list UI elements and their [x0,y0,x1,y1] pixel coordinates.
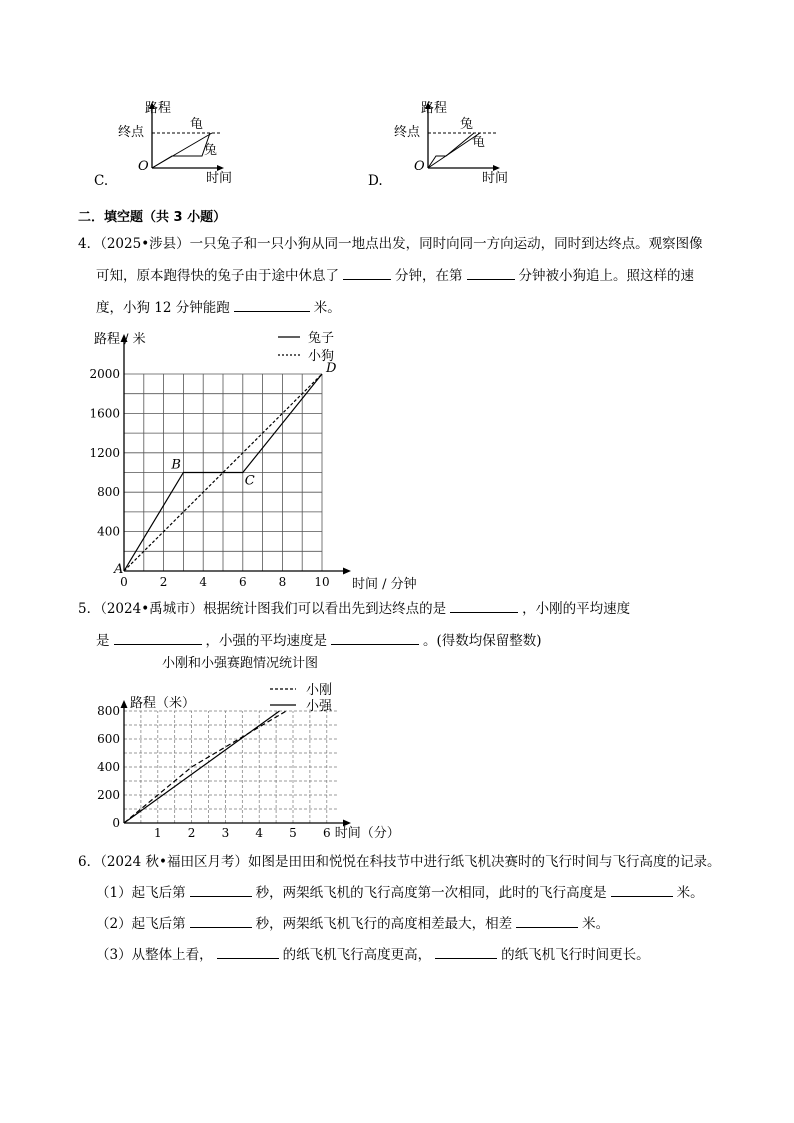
y-axis-arrow [121,700,128,708]
y-tick-label: 400 [97,760,120,774]
legend-label: 小强 [306,699,333,714]
q4-line3 [96,299,341,317]
axis-y-label: 路程 [421,101,448,116]
x-tick-label: 6 [322,826,331,840]
q6-text: （2）起飞后第 [96,916,186,932]
answer-blank[interactable] [190,915,252,928]
option-letter: C. [94,173,109,189]
q4-text: 分钟，在第 [395,268,463,284]
q6-text: 的纸飞机飞行时间更长。 [501,947,650,963]
q6-text: 米。 [582,916,610,932]
y-tick-label: 400 [97,524,120,539]
q4-text: 度，小狗 12 分钟能跑 [96,300,230,316]
y-tick-label: 800 [97,485,120,500]
q4-text: 米。 [313,300,341,316]
axis-x-label: 时间 [206,171,233,186]
q6-text: 米。 [676,885,704,901]
y-tick-label: 800 [97,704,120,718]
x-tick-label: 8 [278,575,287,589]
rabbit-dog-chart [88,325,418,590]
option-c [90,100,260,192]
axis-x-label: 时间 [482,171,509,186]
x-tick-label: 3 [221,826,230,840]
x-tick-label: 0 [120,575,128,589]
q6-text: （1）起飞后第 [96,885,186,901]
answer-blank[interactable] [190,884,252,897]
end-label: 终点 [394,125,421,140]
series-label-lower: 兔 [204,143,218,158]
y-tick-label: 200 [97,788,120,802]
point-label: B [171,457,181,473]
x-tick-label: 5 [289,826,297,840]
answer-blank[interactable] [450,600,518,613]
option-d-graph [366,100,536,192]
q5-line2 [96,632,542,650]
x-tick-label: 2 [159,575,168,589]
q4-line2 [96,267,694,285]
answer-blank[interactable] [435,946,497,959]
x-tick-label: 4 [255,826,264,840]
x-axis-label: 时间 / 分钟 [352,577,417,592]
y-tick-label: 600 [97,732,120,746]
origin-label: O [138,159,149,174]
race-chart [90,655,400,845]
q6-sub2 [96,915,609,933]
option-c-graph [90,100,260,192]
y-tick-label: 2000 [89,367,120,381]
section-title: 二．填空题（共 3 小题） [78,210,227,225]
q6-sub1 [96,884,704,902]
answer-blank[interactable] [234,299,310,312]
q6-text: 秒，两架纸飞机飞行的高度相差最大，相差 [255,916,513,932]
answer-blank[interactable] [217,946,279,959]
legend-label: 小狗 [308,349,335,364]
point-label: D [326,361,337,376]
series-label-upper: 兔 [460,117,474,132]
x-tick-label: 6 [238,575,247,589]
answer-blank[interactable] [516,915,578,928]
q4-line1: 4．（2025•涉县）一只兔子和一只小狗从同一地点出发，同时向同一方向运动，同时到达终点。观察图像 [78,236,703,252]
q6-line1: 6．（2024 秋•福田区月考）如图是田田和悦悦在科技节中进行纸飞机决赛时的飞行时间与飞行高度的记录。 [78,854,721,870]
q5-text: 是 [96,633,110,649]
q4-text: 分钟被小狗追上。照这样的速 [518,268,694,284]
x-tick-label: 10 [314,575,330,589]
q6-text: （3）从整体上看， [96,947,213,963]
point-label: C [244,473,255,489]
axis-y-label: 路程 [145,101,172,116]
q5-text: 5．（2024•禹城市）根据统计图我们可以看出先到达终点的是 [78,601,447,617]
answer-blank[interactable] [331,632,419,645]
y-axis-label: 路程 / 米 [94,332,146,347]
x-tick-label: 1 [153,826,162,840]
q6-sub3 [96,946,650,964]
q5-line1 [78,600,630,618]
y-axis-label: 路程（米） [130,696,196,711]
legend-label: 小刚 [306,683,333,698]
answer-blank[interactable] [467,267,515,280]
origin-label: 0 [112,816,120,830]
y-tick-label: 1200 [89,445,120,460]
q5-text: ，小强的平均速度是 [205,633,327,649]
q5-text: ，小刚的平均速度 [522,601,631,617]
answer-blank[interactable] [343,267,391,280]
end-label: 终点 [118,125,145,140]
origin-label: O [414,159,425,174]
legend-label: 兔子 [308,331,335,346]
answer-blank[interactable] [611,884,673,897]
chart-title: 小刚和小强赛跑情况统计图 [161,656,319,671]
q5-text: 。(得数均保留整数) [423,633,542,649]
q6-text: 的纸飞机飞行高度更高， [282,947,432,963]
y-tick-label: 1600 [89,406,120,421]
series-label-lower: 龟 [472,135,486,150]
option-letter: D. [368,173,383,189]
answer-blank[interactable] [114,632,202,645]
x-axis-label: 时间（分） [334,826,400,841]
series-label-upper: 龟 [190,117,204,132]
q4-text: 可知，原本跑得快的兔子由于途中休息了 [96,268,339,284]
option-d [366,100,536,192]
point-label: A [114,562,124,577]
x-tick-label: 4 [199,575,208,589]
q6-text: 秒，两架纸飞机的飞行高度第一次相同，此时的飞行高度是 [255,885,607,901]
x-axis-arrow [343,568,351,575]
x-tick-label: 2 [187,826,196,840]
